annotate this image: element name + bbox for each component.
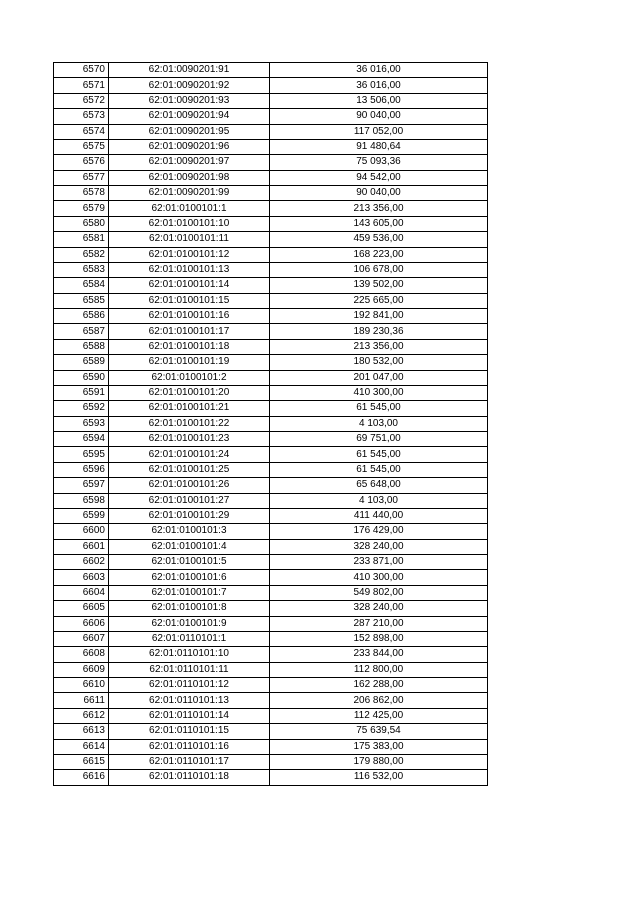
cadastral-number-cell: 62:01:0110101:17 [109, 754, 270, 769]
table-row [54, 170, 488, 185]
value-cell: 233 844,00 [270, 647, 488, 662]
value-cell: 75 093,36 [270, 155, 488, 170]
row-number-cell: 6595 [54, 447, 109, 462]
table-row [54, 370, 488, 385]
cadastral-number-cell: 62:01:0100101:11 [109, 232, 270, 247]
value-cell: 328 240,00 [270, 601, 488, 616]
table-body [54, 63, 488, 786]
table-row [54, 186, 488, 201]
value-cell: 233 871,00 [270, 555, 488, 570]
value-cell: 61 545,00 [270, 447, 488, 462]
table-row [54, 247, 488, 262]
table-row [54, 539, 488, 554]
cadastral-number-cell: 62:01:0090201:99 [109, 186, 270, 201]
row-number-cell: 6571 [54, 78, 109, 93]
row-number-cell: 6588 [54, 339, 109, 354]
row-number-cell: 6616 [54, 770, 109, 785]
value-cell: 106 678,00 [270, 262, 488, 277]
value-cell: 206 862,00 [270, 693, 488, 708]
value-cell: 116 532,00 [270, 770, 488, 785]
cadastral-number-cell: 62:01:0100101:15 [109, 293, 270, 308]
table-row [54, 693, 488, 708]
cadastral-number-cell: 62:01:0110101:16 [109, 739, 270, 754]
row-number-cell: 6612 [54, 708, 109, 723]
cadastral-number-cell: 62:01:0110101:14 [109, 708, 270, 723]
row-number-cell: 6607 [54, 631, 109, 646]
cadastral-number-cell: 62:01:0100101:2 [109, 370, 270, 385]
value-cell: 225 665,00 [270, 293, 488, 308]
row-number-cell: 6581 [54, 232, 109, 247]
value-cell: 112 425,00 [270, 708, 488, 723]
table-row [54, 63, 488, 78]
value-cell: 411 440,00 [270, 508, 488, 523]
row-number-cell: 6601 [54, 539, 109, 554]
value-cell: 139 502,00 [270, 278, 488, 293]
row-number-cell: 6600 [54, 524, 109, 539]
cadastral-number-cell: 62:01:0100101:6 [109, 570, 270, 585]
table-row [54, 278, 488, 293]
row-number-cell: 6577 [54, 170, 109, 185]
cadastral-number-cell: 62:01:0100101:10 [109, 216, 270, 231]
row-number-cell: 6587 [54, 324, 109, 339]
cadastral-number-cell: 62:01:0110101:11 [109, 662, 270, 677]
table-row [54, 447, 488, 462]
row-number-cell: 6575 [54, 139, 109, 154]
row-number-cell: 6580 [54, 216, 109, 231]
row-number-cell: 6605 [54, 601, 109, 616]
table-row [54, 401, 488, 416]
table-row [54, 770, 488, 785]
row-number-cell: 6615 [54, 754, 109, 769]
value-cell: 90 040,00 [270, 109, 488, 124]
row-number-cell: 6613 [54, 724, 109, 739]
table-row [54, 508, 488, 523]
row-number-cell: 6585 [54, 293, 109, 308]
table-row [54, 78, 488, 93]
table-row [54, 631, 488, 646]
value-cell: 192 841,00 [270, 309, 488, 324]
cadastral-number-cell: 62:01:0100101:26 [109, 478, 270, 493]
value-cell: 549 802,00 [270, 585, 488, 600]
table-row [54, 647, 488, 662]
value-cell: 213 356,00 [270, 201, 488, 216]
row-number-cell: 6610 [54, 678, 109, 693]
table-row [54, 416, 488, 431]
value-cell: 162 288,00 [270, 678, 488, 693]
table-row [54, 355, 488, 370]
value-cell: 143 605,00 [270, 216, 488, 231]
row-number-cell: 6583 [54, 262, 109, 277]
row-number-cell: 6598 [54, 493, 109, 508]
value-cell: 152 898,00 [270, 631, 488, 646]
table-row [54, 309, 488, 324]
table-row [54, 678, 488, 693]
cadastral-number-cell: 62:01:0100101:14 [109, 278, 270, 293]
table-row [54, 324, 488, 339]
row-number-cell: 6586 [54, 309, 109, 324]
cadastral-number-cell: 62:01:0110101:13 [109, 693, 270, 708]
table-row [54, 585, 488, 600]
row-number-cell: 6597 [54, 478, 109, 493]
table-row [54, 462, 488, 477]
cadastral-number-cell: 62:01:0100101:29 [109, 508, 270, 523]
value-cell: 65 648,00 [270, 478, 488, 493]
table-row [54, 478, 488, 493]
table-row [54, 739, 488, 754]
cadastral-number-cell: 62:01:0100101:24 [109, 447, 270, 462]
row-number-cell: 6604 [54, 585, 109, 600]
cadastral-number-cell: 62:01:0090201:94 [109, 109, 270, 124]
row-number-cell: 6572 [54, 93, 109, 108]
row-number-cell: 6576 [54, 155, 109, 170]
row-number-cell: 6608 [54, 647, 109, 662]
value-cell: 91 480,64 [270, 139, 488, 154]
table-row [54, 754, 488, 769]
cadastral-number-cell: 62:01:0110101:12 [109, 678, 270, 693]
table-row [54, 524, 488, 539]
cadastral-number-cell: 62:01:0100101:22 [109, 416, 270, 431]
table-row [54, 109, 488, 124]
cadastral-number-cell: 62:01:0100101:20 [109, 385, 270, 400]
cadastral-number-cell: 62:01:0110101:18 [109, 770, 270, 785]
cadastral-number-cell: 62:01:0090201:91 [109, 63, 270, 78]
table-row [54, 293, 488, 308]
table-row [54, 616, 488, 631]
cadastral-number-cell: 62:01:0090201:95 [109, 124, 270, 139]
table-row [54, 432, 488, 447]
table-row [54, 555, 488, 570]
row-number-cell: 6594 [54, 432, 109, 447]
value-cell: 175 383,00 [270, 739, 488, 754]
cadastral-number-cell: 62:01:0090201:93 [109, 93, 270, 108]
cadastral-number-cell: 62:01:0100101:25 [109, 462, 270, 477]
value-cell: 179 880,00 [270, 754, 488, 769]
table-row [54, 216, 488, 231]
value-cell: 410 300,00 [270, 385, 488, 400]
row-number-cell: 6591 [54, 385, 109, 400]
cadastral-number-cell: 62:01:0100101:4 [109, 539, 270, 554]
cadastral-number-cell: 62:01:0100101:17 [109, 324, 270, 339]
row-number-cell: 6596 [54, 462, 109, 477]
row-number-cell: 6574 [54, 124, 109, 139]
value-cell: 213 356,00 [270, 339, 488, 354]
cadastral-number-cell: 62:01:0100101:23 [109, 432, 270, 447]
table-row [54, 493, 488, 508]
value-cell: 90 040,00 [270, 186, 488, 201]
value-cell: 287 210,00 [270, 616, 488, 631]
value-cell: 94 542,00 [270, 170, 488, 185]
table-row [54, 93, 488, 108]
value-cell: 168 223,00 [270, 247, 488, 262]
value-cell: 75 639,54 [270, 724, 488, 739]
table-row [54, 570, 488, 585]
value-cell: 4 103,00 [270, 493, 488, 508]
table-row [54, 708, 488, 723]
value-cell: 69 751,00 [270, 432, 488, 447]
value-cell: 410 300,00 [270, 570, 488, 585]
row-number-cell: 6606 [54, 616, 109, 631]
cadastral-number-cell: 62:01:0100101:5 [109, 555, 270, 570]
value-cell: 36 016,00 [270, 78, 488, 93]
value-cell: 117 052,00 [270, 124, 488, 139]
table-row [54, 139, 488, 154]
value-cell: 176 429,00 [270, 524, 488, 539]
value-cell: 61 545,00 [270, 401, 488, 416]
row-number-cell: 6611 [54, 693, 109, 708]
row-number-cell: 6582 [54, 247, 109, 262]
table-row [54, 201, 488, 216]
row-number-cell: 6578 [54, 186, 109, 201]
row-number-cell: 6593 [54, 416, 109, 431]
cadastral-number-cell: 62:01:0110101:15 [109, 724, 270, 739]
row-number-cell: 6609 [54, 662, 109, 677]
value-cell: 13 506,00 [270, 93, 488, 108]
table-row [54, 232, 488, 247]
cadastral-number-cell: 62:01:0100101:18 [109, 339, 270, 354]
cadastral-number-cell: 62:01:0100101:13 [109, 262, 270, 277]
table-row [54, 155, 488, 170]
row-number-cell: 6614 [54, 739, 109, 754]
cadastral-number-cell: 62:01:0100101:7 [109, 585, 270, 600]
cadastral-number-cell: 62:01:0100101:3 [109, 524, 270, 539]
row-number-cell: 6603 [54, 570, 109, 585]
row-number-cell: 6599 [54, 508, 109, 523]
cadastral-value-table [53, 62, 488, 786]
cadastral-number-cell: 62:01:0100101:8 [109, 601, 270, 616]
row-number-cell: 6589 [54, 355, 109, 370]
cadastral-number-cell: 62:01:0100101:1 [109, 201, 270, 216]
row-number-cell: 6570 [54, 63, 109, 78]
value-cell: 4 103,00 [270, 416, 488, 431]
cadastral-number-cell: 62:01:0090201:98 [109, 170, 270, 185]
row-number-cell: 6602 [54, 555, 109, 570]
cadastral-number-cell: 62:01:0110101:1 [109, 631, 270, 646]
table-row [54, 262, 488, 277]
value-cell: 36 016,00 [270, 63, 488, 78]
cadastral-number-cell: 62:01:0090201:97 [109, 155, 270, 170]
value-cell: 459 536,00 [270, 232, 488, 247]
value-cell: 328 240,00 [270, 539, 488, 554]
table-row [54, 385, 488, 400]
value-cell: 112 800,00 [270, 662, 488, 677]
cadastral-number-cell: 62:01:0100101:27 [109, 493, 270, 508]
row-number-cell: 6573 [54, 109, 109, 124]
table-row [54, 724, 488, 739]
value-cell: 189 230,36 [270, 324, 488, 339]
cadastral-number-cell: 62:01:0100101:9 [109, 616, 270, 631]
cadastral-number-cell: 62:01:0090201:92 [109, 78, 270, 93]
cadastral-number-cell: 62:01:0090201:96 [109, 139, 270, 154]
value-cell: 201 047,00 [270, 370, 488, 385]
cadastral-number-cell: 62:01:0100101:21 [109, 401, 270, 416]
row-number-cell: 6590 [54, 370, 109, 385]
row-number-cell: 6592 [54, 401, 109, 416]
row-number-cell: 6579 [54, 201, 109, 216]
table-row [54, 124, 488, 139]
row-number-cell: 6584 [54, 278, 109, 293]
cadastral-number-cell: 62:01:0100101:16 [109, 309, 270, 324]
table-row [54, 601, 488, 616]
value-cell: 61 545,00 [270, 462, 488, 477]
cadastral-number-cell: 62:01:0110101:10 [109, 647, 270, 662]
cadastral-number-cell: 62:01:0100101:19 [109, 355, 270, 370]
value-cell: 180 532,00 [270, 355, 488, 370]
table-row [54, 339, 488, 354]
table-row [54, 662, 488, 677]
cadastral-number-cell: 62:01:0100101:12 [109, 247, 270, 262]
